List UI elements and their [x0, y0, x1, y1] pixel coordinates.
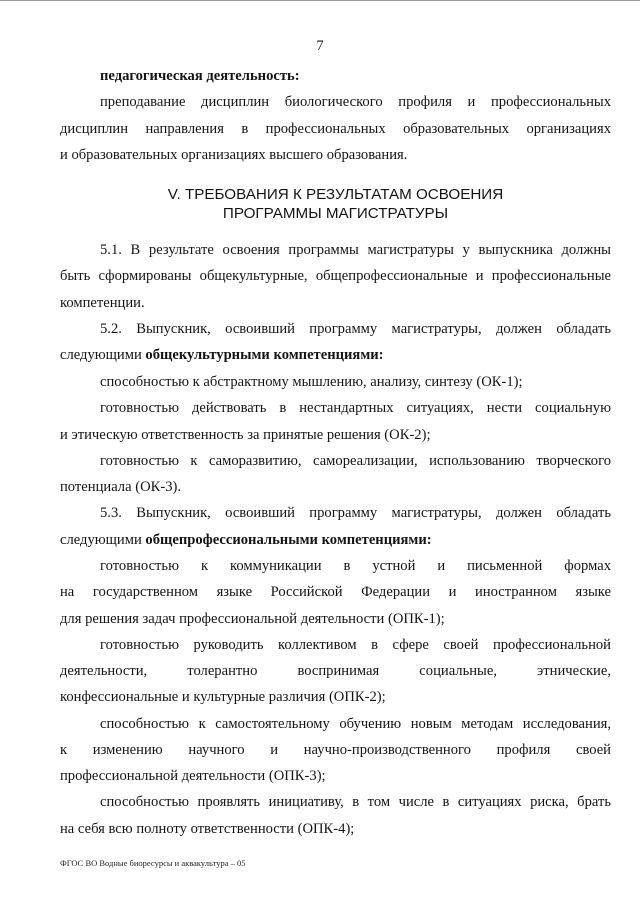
p51-line-2: быть сформированы общекультурные, общепрофессиональные и профессиональные [60, 268, 611, 284]
ok2-line-1: готовностью действовать в нестандартных ситуациях, нести социальную [100, 400, 611, 416]
ok2-line-2: и этическую ответственность за принятые решения (ОК-2); [60, 427, 431, 443]
opk2-line-1: готовностью руководить коллективом в сфере своей профессиональной [100, 637, 611, 653]
p52-line-2: следующими общекультурными компетенциями: [60, 347, 384, 363]
opk1-line-3: для решения задач профессиональной деятельности (ОПК-1); [60, 611, 445, 627]
ok3-line-1: готовностью к саморазвитию, самореализации, использованию творческого [100, 453, 611, 469]
intro-line-3: и образовательных организациях высшего образования. [60, 147, 408, 163]
opk3-line-2: к изменению научного и научно-производственного профиля своей [60, 742, 611, 758]
opk1-line-1: готовностью к коммуникации в устной и письменной формах [100, 558, 611, 574]
ok1-item: способностью к абстрактному мышлению, анализу, синтезу (ОК-1); [100, 374, 523, 390]
opk2-line-2: деятельности, толерантно воспринимая социальные, этнические, [60, 663, 611, 679]
p53-line-2: следующими общепрофессиональными компетенциями: [60, 532, 432, 548]
opk3-line-1: способностью к самостоятельному обучению новым методам исследования, [100, 716, 611, 732]
page-number: 7 [316, 38, 324, 54]
section-title-line-1: V. ТРЕБОВАНИЯ К РЕЗУЛЬТАТАМ ОСВОЕНИЯ [167, 186, 504, 203]
footer-document-id: ФГОС ВО Водные биоресурсы и аквакультура – 05 [60, 858, 246, 868]
ok3-line-2: потенциала (ОК-3). [60, 479, 182, 495]
intro-line-1: преподавание дисциплин биологического профиля и профессиональных [100, 94, 611, 110]
p53-line-1: 5.3. Выпускник, освоивший программу магистратуры, должен обладать [100, 505, 611, 521]
opk3-line-3: профессиональной деятельности (ОПК-3); [60, 768, 326, 784]
p52-line-1: 5.2. Выпускник, освоивший программу магистратуры, должен обладать [100, 321, 611, 337]
scan-top-edge [0, 0, 640, 1]
opk4-line-1: способностью проявлять инициативу, в том числе в ситуациях риска, брать [100, 794, 611, 810]
p51-line-3: компетенции. [60, 295, 145, 311]
opk1-line-2: на государственном языке Российской Федерации и иностранном языке [60, 584, 611, 600]
opk2-line-3: конфессиональные и культурные различия (ОПК-2); [60, 689, 386, 705]
opk4-line-2: на себя всю полноту ответственности (ОПК-4); [60, 821, 355, 837]
intro-line-2: дисциплин направления в профессиональных образовательных организациях [60, 121, 611, 137]
p51-line-1: 5.1. В результате освоения программы магистратуры у выпускника должны [100, 242, 611, 258]
activity-type-heading: педагогическая деятельность: [100, 68, 300, 84]
section-title-line-2: ПРОГРАММЫ МАГИСТРАТУРЫ [222, 205, 449, 222]
